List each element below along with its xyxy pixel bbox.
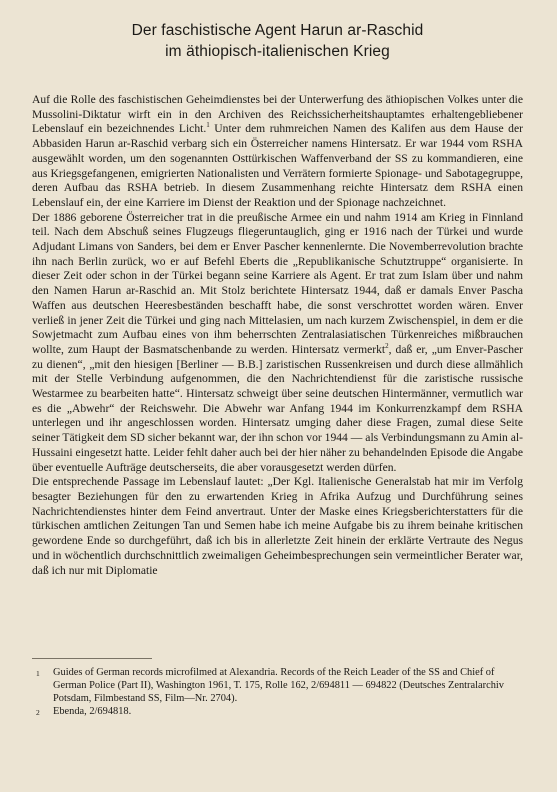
footnote-reference: 1: [206, 121, 210, 130]
paragraph-text: Der 1886 geborene Österreicher trat in die preußische Armee ein und nahm 1914 am Krieg in Finnland teil. Nach dem Abschuß seines Flugzeugs fliegeruntauglich, ging er 1916 nach der Türkei und wurde Adjudant Limans von Sanders, bei dem er Enver Pascher kennenlernte. Die Novemberrevolution brachte ihn nach Berlin zurück, wo er auf Befehl Eberts die „Republikanische Schutztruppe“ organisierte. In dieser Zeit oder schon in der Türkei begann seine Karriere als Agent. Er trat zum Islam über und nahm den Namen Harun ar-Raschid an. Mit Stolz berichtete Hintersatz 1944, daß er damals Enver Pascha Waffen aus deutschen Heeresbeständen beschafft habe, die sonst verschrottet worden wären. Enver verließ in jener Zeit die Türkei und ging nach Mittelasien, um nach kurzem Zwischenspiel, in dem er die Sowjetmacht zum Aufbau eines von ihm beherrschten Zentralasiatischen Türkenreiches mißbrauchen wollte, zum Haupt der Basmatschenbande zu werden. Hintersatz vermerkt: [32, 210, 523, 356]
footnote-mark: 1: [36, 669, 40, 678]
body-text: [32, 93, 523, 578]
footnote-divider: [32, 658, 152, 659]
footnote-mark: 2: [36, 708, 40, 717]
paragraph-text: Die entsprechende Passage im Lebenslauf lautet: „Der Kgl. Italienische Generalstab hat mir im Verfolg besagter Beziehungen für den zu erwartenden Krieg in Afrika Aufzug und Durchführung seines Nachrichtendienstes hinter dem Feind anvertraut. Unter der Maske eines Kriegsberichterstatters für die türkischen amtlichen Zeitungen Tan und Semen habe ich meine Aufgabe bis zu ihrem beinahe kritischen gewordene Ende so durchgeführt, daß ich bis in allerletzte Zeit hinein der erklärte Vertraute des Negus und in wöchentlich durchschnittlich zweimaligen Geheimbesprechungen sein vermeintlicher Berater war, daß ich nur mit Diplomatie: [32, 475, 523, 577]
paragraph-text: , daß er, „um Enver-Pascher zu dienen“, „mit den hiesigen [Berliner — B.B.] zaristischen Russenkreisen und durch diese allmählich mit der Stelle Verbindung aufgenommen, die den Nachrichtendienst für die zaristische russische Westarmee zu bearbeiten hatte“. Hintersatz schweigt über seine deutschen Hintermänner, vermutlich war es die „Abwehr“ der Reichswehr. Die Abwehr war Anfang 1944 im Konkurrenzkampf dem RSHA unterlegen und ihr angeschlossen worden. Hintersatz umging daher diese Fragen, zumal diese Seite seiner Tätigkeit dem SD sicher bekannt war, der ihn schon vor 1944 — als Verbindungsmann zu Amin al-Hussaini eingesetzt hatte. Leider fehlt daher auch bei der hier näher zu behandelnden Episode die Angabe über eventuelle Aufträge deutscherseits, die aber vorausgesetzt werden dürfen.: [32, 342, 523, 474]
footnotes: [32, 666, 523, 719]
footnote: [32, 666, 523, 705]
footnote: [32, 705, 523, 719]
paragraph-text: Unter dem ruhmreichen Namen des Kalifen aus dem Hause der Abbasiden Harun ar-Raschid verbarg sich ein Österreicher namens Hintersatz. Er war 1944 vom RSHA ausgewählt worden, um den sogenannten Osttürkischen Waffenverband der SS zu kommandieren, eine aus Kriegsgefangenen, emigrierten Nationalisten und Verrätern formierte Spionage- und Sabotagegruppe, deren Aufbau das RSHA betrieb. In diesem Zusammenhang reichte Hintersatz dem RSHA einen Lebenslauf ein, der eine Karriere im Dienst der Reaktion und der Spionage nachzeichnet.: [32, 122, 523, 209]
footnote-text: Ebenda, 2/694818.: [53, 706, 132, 717]
title-line-2: im äthiopisch-italienischen Krieg: [165, 43, 390, 60]
footnote-text: Guides of German records microfilmed at Alexandria. Records of the Reich Leader of the SS and Chief of German Police (Part II), Washington 1961, T. 175, Rolle 162, 2/694811 — 694822 (Deutsches Zentralarchiv Potsdam, Filmbestand SS, Film—Nr. 2704).: [53, 667, 504, 704]
paragraph: [32, 93, 523, 211]
title-line-1: Der faschistische Agent Harun ar-Raschid: [131, 22, 424, 39]
page-title: [32, 0, 523, 62]
footnote-reference: 2: [385, 342, 389, 351]
paragraph: [32, 211, 523, 476]
paragraph: [32, 475, 523, 578]
paragraph-text: Auf die Rolle des faschistischen Geheimdienstes bei der Unterwerfung des äthiopischen Volkes unter die Mussolini-Diktatur wirft ein in den Archiven des Reichssicherheitshauptamtes erhaltengebliebener Lebenslauf ein bezeichnendes Licht.: [32, 93, 523, 136]
